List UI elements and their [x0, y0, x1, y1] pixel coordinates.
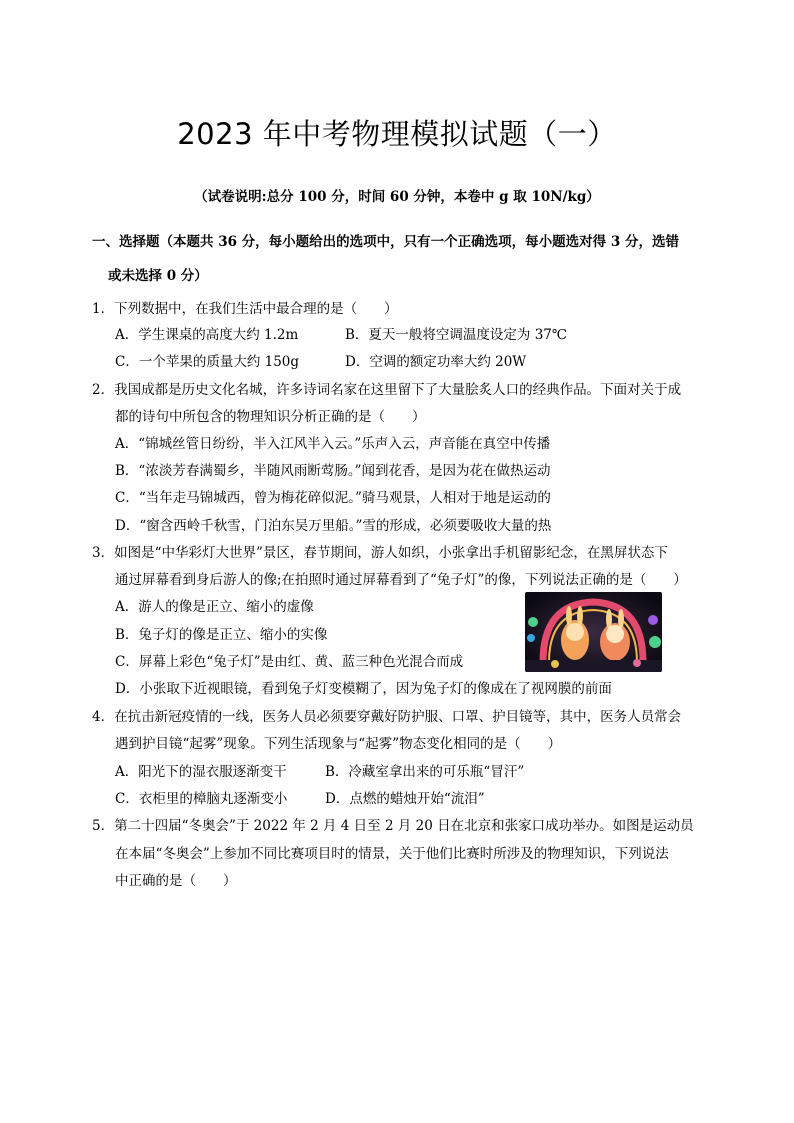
question-2-stem-cont: 都的诗句中所包含的物理知识分析正确的是（ ） [115, 409, 426, 425]
question-4-options-row1 [115, 762, 535, 782]
question-3-option-c: C．屏幕上彩色“兔子灯”是由红、黄、蓝三种色光混合而成 [115, 654, 464, 670]
question-4-stem: 4．在抗击新冠疫情的一线，医务人员必须要穿戴好防护服、口罩、护目镜等，其中，医务人员常会 [92, 709, 682, 725]
section-heading: 一、选择题（本题共 36 分，每小题给出的选项中，只有一个正确选项，每小题选对得 3 分，选错 [92, 234, 679, 250]
question-4-option-a: A．阳光下的湿衣服逐渐变干 [115, 764, 287, 780]
question-1-stem: 1．下列数据中，在我们生活中最合理的是（ ） [92, 301, 398, 317]
question-3-stem-cont: 通过屏幕看到身后游人的像;在拍照时通过屏幕看到了“兔子灯”的像，下列说法正确的是（ ） [115, 572, 687, 588]
question-5-stem: 5．第二十四届“冬奥会”于 2022 年 2 月 4 日至 2 月 20 日在北京和张家口成功举办。如图是运动员 [92, 818, 694, 834]
question-3-option-a: A．游人的像是正立、缩小的虚像 [115, 599, 314, 615]
question-2-option-c: C．“当年走马锦城西，曾为梅花碎似泥。”骑马观景，人相对于地是运动的 [115, 490, 551, 506]
question-3-option-b: B．兔子灯的像是正立、缩小的实像 [115, 627, 328, 643]
question-2-option-a: A．“锦城丝管日纷纷，半入江风半入云。”乐声入云，声音能在真空中传播 [115, 436, 551, 452]
question-1-options-row1 [115, 325, 567, 345]
question-1-option-d: D．空调的额定功率大约 20W [345, 354, 527, 370]
question-4-option-d: D．点燃的蜡烛开始“流泪” [325, 791, 485, 807]
question-1-option-c: C．一个苹果的质量大约 150g [115, 354, 300, 370]
section-heading-cont: 或未选择 0 分） [108, 268, 208, 284]
question-5-stem-cont2: 中正确的是（ ） [115, 873, 237, 889]
question-1-option-a: A．学生课桌的高度大约 1.2m [115, 327, 299, 343]
question-2-option-d: D．“窗含西岭千秋雪，门泊东吴万里船。”雪的形成，必须要吸收大量的热 [115, 518, 552, 534]
question-2-stem: 2．我国成都是历史文化名城，许多诗词名家在这里留下了大量脍炙人口的经典作品。下面对关于成 [92, 382, 682, 398]
question-1-options-row2 [115, 352, 527, 372]
question-3-option-d: D．小张取下近视眼镜，看到兔子灯变模糊了，因为兔子灯的像成在了视网膜的前面 [115, 681, 612, 697]
exam-instructions: （试卷说明:总分 100 分，时间 60 分钟，本卷中 g 取 10N/kg） [194, 189, 600, 205]
question-4-option-c: C．衣柜里的樟脑丸逐渐变小 [115, 791, 288, 807]
question-4-option-b: B．冷藏室拿出来的可乐瓶“冒汗” [325, 764, 525, 780]
question-2-option-b: B．“浓淡芳春满蜀乡，半随风雨断莺肠。”闻到花香，是因为花在做热运动 [115, 463, 551, 479]
lantern-photo [525, 592, 662, 672]
question-5-stem-cont: 在本届“冬奥会”上参加不同比赛项目时的情景，关于他们比赛时所涉及的物理知识，下列说法 [115, 846, 669, 862]
lantern-photo-illustration [525, 592, 662, 672]
question-1-option-b: B．夏天一般将空调温度设定为 37℃ [345, 327, 567, 343]
page-title: 2023 年中考物理模拟试题（一） [177, 117, 617, 151]
question-4-options-row2 [115, 789, 535, 809]
question-4-stem-cont: 遇到护目镜“起雾”现象。下列生活现象与“起雾”物态变化相同的是（ ） [115, 736, 562, 752]
question-3-stem: 3．如图是“中华彩灯大世界”景区，春节期间，游人如织，小张拿出手机留影纪念，在黑屏状态下 [92, 545, 668, 561]
